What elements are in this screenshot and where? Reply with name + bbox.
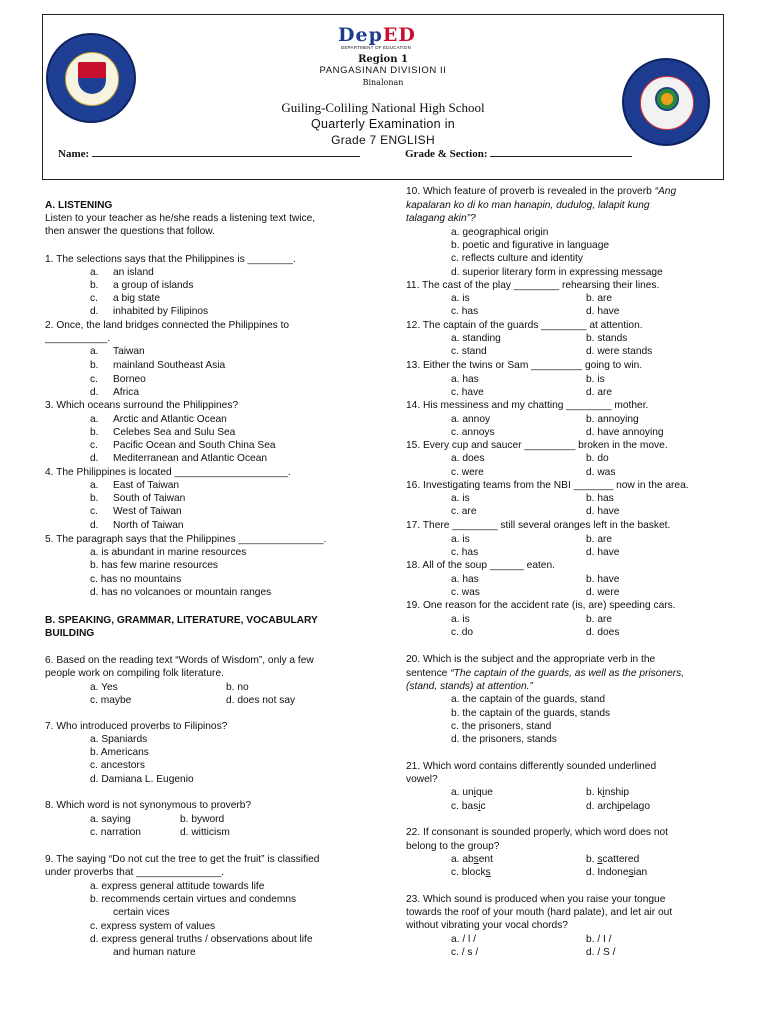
option-letter: a.: [90, 267, 99, 278]
q18-option-a: a. has: [451, 574, 479, 585]
question-22: 22. If consonant is sounded properly, which word does not: [406, 827, 669, 838]
section-a-instructions: Listen to your teacher as he/she reads a listening text twice,: [45, 213, 316, 224]
q3-option-b: Celebes Sea and Sulu Sea: [113, 427, 236, 438]
q4-option-a: East of Taiwan: [113, 480, 180, 491]
q14-option-a: a. annoy: [451, 414, 491, 425]
q3-option-a: Arctic and Atlantic Ocean: [113, 414, 227, 425]
q5-option-b: b. has few marine resources: [90, 560, 218, 571]
question-18: 18. All of the soup ______ eaten.: [406, 560, 555, 571]
q20-option-d: d. the prisoners, stands: [451, 734, 557, 745]
q11-option-a: a. is: [451, 293, 470, 304]
option-letter: a.: [90, 480, 99, 491]
q12-option-d: d. were stands: [586, 346, 653, 357]
q17-option-d: d. have: [586, 547, 620, 558]
q5-option-c: c. has no mountains: [90, 574, 182, 585]
q9-option-d: d. express general truths / observations about life: [90, 934, 313, 945]
q22-option-a: a. absent: [451, 854, 493, 865]
q10-option-a: a. geographical origin: [451, 227, 549, 238]
q8-option-c: c. narration: [90, 827, 141, 838]
question-10-quote: kapalaran ko di ko man hanapin, dudulog, lalapit kung: [406, 200, 650, 211]
q6-option-a: a. Yes: [90, 682, 118, 693]
q5-option-a: a. is abundant in marine resources: [90, 547, 247, 558]
option-letter: c.: [90, 440, 98, 451]
q11-option-c: c. has: [451, 306, 479, 317]
question-20-line-2: sentence “The captain of the guards, as well as the prisoners,: [406, 668, 685, 679]
q9-option-d-line-2: and human nature: [113, 947, 196, 958]
q19-option-d: d. does: [586, 627, 620, 638]
q13-option-b: b. is: [586, 374, 605, 385]
option-letter: b.: [90, 360, 99, 371]
deped-logo: DepED: [338, 24, 416, 46]
q9-option-b-line-2: certain vices: [113, 907, 170, 918]
school-name: Guiling-Coliling National High School: [281, 100, 485, 115]
question-9: 9. The saying “Do not cut the tree to get the fruit” is classified: [45, 854, 320, 865]
q17-option-a: a. is: [451, 534, 470, 545]
q23-option-d: d. / S /: [586, 947, 616, 958]
question-4: 4. The Philippines is located ____________________.: [45, 467, 291, 478]
q15-option-d: d. was: [586, 467, 616, 478]
q14-option-b: b. annoying: [586, 414, 639, 425]
q9-option-b: b. recommends certain virtues and condemns: [90, 894, 297, 905]
option-letter: a.: [90, 414, 99, 425]
q13-option-a: a. has: [451, 374, 479, 385]
question-21-line-2: vowel?: [406, 774, 438, 785]
q12-option-b: b. stands: [586, 333, 628, 344]
exam-title: Quarterly Examination in: [310, 117, 456, 131]
option-letter: b.: [90, 280, 99, 291]
option-letter: d.: [90, 520, 99, 531]
question-9-line-2: under proverbs that _______________.: [45, 867, 224, 878]
division-title: PANGASINAN DIVISION II: [319, 65, 447, 76]
option-letter: b.: [90, 427, 99, 438]
region-title: Region 1: [358, 54, 408, 65]
q2-option-a: Taiwan: [113, 346, 145, 357]
town-title: Binalonan: [362, 78, 404, 87]
q7-option-d: d. Damiana L. Eugenio: [90, 774, 194, 785]
question-17: 17. There ________ still several oranges left in the basket.: [406, 520, 671, 531]
question-12: 12. The captain of the guards ________ at attention.: [406, 320, 643, 331]
q5-option-d: d. has no volcanoes or mountain ranges: [90, 587, 272, 598]
q19-option-a: a. is: [451, 614, 470, 625]
option-letter: c.: [90, 293, 98, 304]
q4-option-b: South of Taiwan: [113, 493, 186, 504]
q10-option-b: b. poetic and figurative in language: [451, 240, 610, 251]
q16-option-c: c. are: [451, 506, 477, 517]
question-1: 1. The selections says that the Philippines is ________.: [45, 254, 296, 265]
question-10: 10. Which feature of proverb is revealed in the proverb “Ang: [406, 186, 677, 197]
deped-logo-subtitle: DEPARTMENT OF EDUCATION: [341, 45, 412, 50]
option-letter: a.: [90, 346, 99, 357]
question-6: 6. Based on the reading text “Words of Wisdom”, only a few: [45, 655, 314, 666]
q6-option-b: b. no: [226, 682, 249, 693]
q8-option-a: a. saying: [90, 814, 131, 825]
q2-option-d: Africa: [113, 387, 140, 398]
section-b-title-2: BUILDING: [45, 628, 95, 639]
question-16: 16. Investigating teams from the NBI _______ now in the area.: [406, 480, 689, 491]
q9-option-a: a. express general attitude towards life: [90, 881, 265, 892]
q22-option-c: c. blocks: [451, 867, 491, 878]
q10-option-d: d. superior literary form in expressing message: [451, 267, 663, 278]
q19-option-b: b. are: [586, 614, 613, 625]
question-20-line-3: (stand, stands) at attention.”: [406, 681, 533, 692]
q23-option-b: b. / I /: [586, 934, 612, 945]
q1-option-a: an island: [113, 267, 154, 278]
q8-option-d: d. witticism: [180, 827, 230, 838]
question-23: 23. Which sound is produced when you raise your tongue: [406, 894, 666, 905]
q15-option-b: b. do: [586, 453, 609, 464]
q13-option-c: c. have: [451, 387, 484, 398]
option-letter: d.: [90, 387, 99, 398]
question-5: 5. The paragraph says that the Philippines _______________.: [45, 534, 327, 545]
question-22-line-2: belong to the group?: [406, 841, 500, 852]
question-13: 13. Either the twins or Sam _________ going to win.: [406, 360, 643, 371]
question-2-blank: ___________.: [45, 333, 111, 344]
question-10-quote-end: talagang akin”?: [406, 213, 476, 224]
name-field[interactable]: Name:: [58, 148, 360, 160]
question-15: 15. Every cup and saucer _________ broken in the move.: [406, 440, 668, 451]
q12-option-c: c. stand: [451, 346, 487, 357]
question-14: 14. His messiness and my chatting ________ mother.: [406, 400, 649, 411]
q22-option-d: d. Indonesian: [586, 867, 648, 878]
q4-option-c: West of Taiwan: [113, 506, 182, 517]
option-letter: c.: [90, 374, 98, 385]
q2-option-c: Borneo: [113, 374, 146, 385]
question-3: 3. Which oceans surround the Philippines?: [45, 400, 239, 411]
q11-option-d: d. have: [586, 306, 620, 317]
q14-option-c: c. annoys: [451, 427, 495, 438]
q3-option-d: Mediterranean and Atlantic Ocean: [113, 453, 268, 464]
q6-option-c: c. maybe: [90, 695, 132, 706]
grade-title: Grade 7 ENGLISH: [331, 133, 435, 147]
question-20: 20. Which is the subject and the appropriate verb in the: [406, 654, 656, 665]
question-19: 19. One reason for the accident rate (is, are) speeding cars.: [406, 600, 676, 611]
question-21: 21. Which word contains differently sounded underlined: [406, 761, 657, 772]
q18-option-c: c. was: [451, 587, 480, 598]
q6-option-d: d. does not say: [226, 695, 296, 706]
q23-option-c: c. / s /: [451, 947, 479, 958]
q20-option-c: c. the prisoners, stand: [451, 721, 552, 732]
q1-option-c: a big state: [113, 293, 161, 304]
q21-option-a: a. unique: [451, 787, 493, 798]
option-letter: d.: [90, 306, 99, 317]
q2-option-b: mainland Southeast Asia: [113, 360, 226, 371]
q17-option-c: c. has: [451, 547, 479, 558]
section-a-title: A. LISTENING: [45, 200, 113, 211]
question-23-line-2: towards the roof of your mouth (hard palate), and let air out: [406, 907, 673, 918]
q3-option-c: Pacific Ocean and South China Sea: [113, 440, 276, 451]
q1-option-b: a group of islands: [113, 280, 194, 291]
question-11: 11. The cast of the play ________ rehearsing their lines.: [406, 280, 660, 291]
section-b-title: B. SPEAKING, GRAMMAR, LITERATURE, VOCABULARY: [45, 615, 318, 626]
q1-option-d: inhabited by Filipinos: [113, 306, 209, 317]
q7-option-c: c. ancestors: [90, 760, 145, 771]
q20-option-a: a. the captain of the guards, stand: [451, 694, 606, 705]
question-6-line-2: people work on compiling folk literature.: [45, 668, 224, 679]
q18-option-d: d. were: [586, 587, 620, 598]
q23-option-a: a. / l /: [451, 934, 476, 945]
question-8: 8. Which word is not synonymous to proverb?: [45, 800, 252, 811]
q21-option-c: c. basic: [451, 801, 486, 812]
q13-option-d: d. are: [586, 387, 613, 398]
q9-option-c: c. express system of values: [90, 921, 216, 932]
q15-option-a: a. does: [451, 453, 485, 464]
q16-option-d: d. have: [586, 506, 620, 517]
q17-option-b: b. are: [586, 534, 613, 545]
q21-option-d: d. archipelago: [586, 801, 651, 812]
section-a-instructions-2: then answer the questions that follow.: [45, 226, 215, 237]
grade-section-field[interactable]: Grade & Section:: [405, 148, 632, 160]
q22-option-b: b. scattered: [586, 854, 640, 865]
q18-option-b: b. have: [586, 574, 620, 585]
q10-option-c: c. reflects culture and identity: [451, 253, 583, 264]
q4-option-d: North of Taiwan: [113, 520, 184, 531]
q21-option-b: b. kinship: [586, 787, 630, 798]
q14-option-d: d. have annoying: [586, 427, 664, 438]
question-23-line-3: without vibrating your vocal chords?: [406, 920, 568, 931]
question-2: 2. Once, the land bridges connected the Philippines to: [45, 320, 290, 331]
option-letter: d.: [90, 453, 99, 464]
q16-option-b: b. has: [586, 493, 614, 504]
option-letter: c.: [90, 506, 98, 517]
question-7: 7. Who introduced proverbs to Filipinos?: [45, 721, 228, 732]
q15-option-c: c. were: [451, 467, 484, 478]
q16-option-a: a. is: [451, 493, 470, 504]
q20-option-b: b. the captain of the guards, stands: [451, 708, 611, 719]
q8-option-b: b. byword: [180, 814, 225, 825]
q7-option-a: a. Spaniards: [90, 734, 148, 745]
q7-option-b: b. Americans: [90, 747, 149, 758]
q11-option-b: b. are: [586, 293, 613, 304]
q12-option-a: a. standing: [451, 333, 501, 344]
option-letter: b.: [90, 493, 99, 504]
q19-option-c: c. do: [451, 627, 474, 638]
